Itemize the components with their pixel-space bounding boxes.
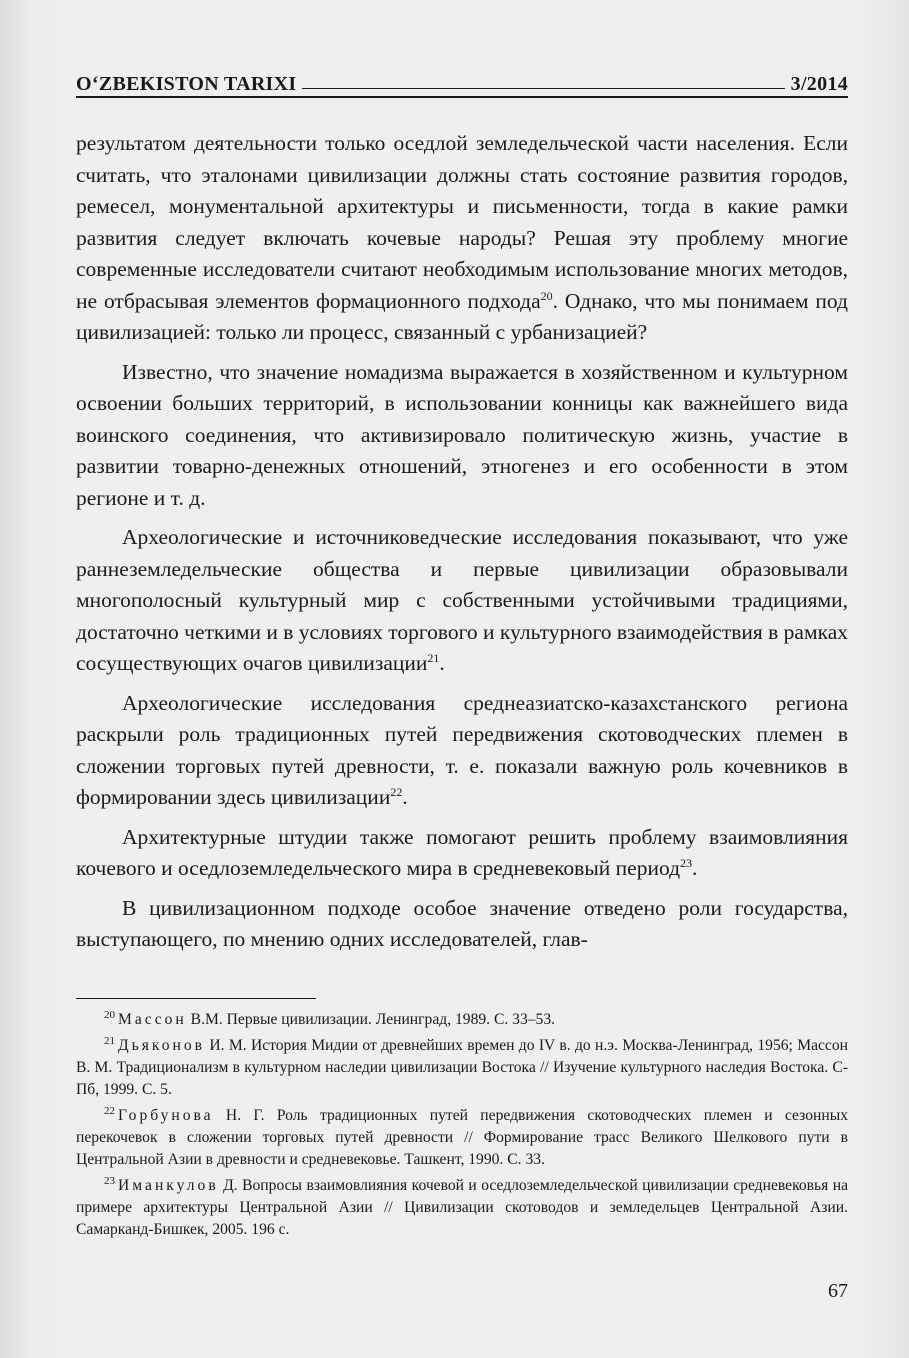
footnotes xyxy=(76,1009,848,1245)
paragraph: Археологические исследования среднеазиатско-казахстанского региона раскрыли роль традиционных путей передвижения скотоводческих племен в сложении торговых путей древности, т. е. показали важную роль кочевников в формировании здесь цивилизации$^{22}$. xyxy=(76,690,848,809)
footnote: $^{21}$ Дьяконов И. М. История Мидии от древнейших времен до IV в. до н.э. Москва-Ленинград, 1956; Массон В. М. Традиционализм в культурном наследии цивилизации Востока // Изучение культурного наследия Востока. С-Пб, 1999. С. 5. xyxy=(76,1034,848,1098)
footnote-author: Массон xyxy=(118,1011,187,1028)
footnote: $^{20}$ Массон В.М. Первые цивилизации. Ленинград, 1989. С. 33–53. xyxy=(104,1008,556,1028)
running-header xyxy=(76,62,848,98)
footnote: $^{23}$ Иманкулов Д. Вопросы взаимовлияния кочевой и оседлоземледельческой цивилизации средневековья на примере архитектуры Центральной Азии // Цивилизации скотоводов и земледельцев Центральной Азии. Самарканд-Бишкек, 2005. 196 с. xyxy=(76,1174,848,1238)
page-number: 67 xyxy=(828,1280,848,1302)
paragraph: Археологические и источниковедческие исследования показывают, что уже раннеземледельческие общества и первые цивилизации образовывали многополосный культурный мир с собственными устойчивыми традициями, достаточно четкими и в условиях торгового и культурного взаимодействия в рамках сосуществующих очагов цивилизации$^{21}$. xyxy=(76,525,848,675)
journal-title: O‘ZBEKISTON TARIXI xyxy=(76,73,297,95)
footnote: $^{22}$ Горбунова Н. Г. Роль традиционных путей передвижения скотоводческих племен и сезонных перекочевок в сложении торговых путей древности // Формирование трасс Великого Шелкового пути в Центральной Азии в древности и средневековье. Ташкент, 1990. С. 33. xyxy=(76,1104,848,1168)
issue-number: 3/2014 xyxy=(790,73,848,95)
footnote-author: Дьяконов xyxy=(118,1037,206,1054)
body-text xyxy=(76,128,848,956)
header-rule xyxy=(302,88,784,89)
footnote-ref[interactable]: 22 xyxy=(390,784,403,799)
footnote-ref[interactable]: 21 xyxy=(427,650,440,665)
footnote-author: Горбунова xyxy=(118,1107,214,1124)
footnote-author: Иманкулов xyxy=(118,1177,219,1194)
paragraph: Архитектурные штудии также помогают решить проблему взаимовлияния кочевого и оседлоземледельческого мира в средневековый период$^{23}$. xyxy=(76,824,848,880)
footnote-ref[interactable]: 20 xyxy=(540,288,553,303)
paragraph: В цивилизационном подходе особое значение отведено роли государства, выступающего, по мнению одних исследователей, глав- xyxy=(76,895,848,951)
paragraph: результатом деятельности только оседлой земледельческой части населения. Если считать, что эталонами цивилизации должны стать состояние развития городов, ремесел, монументальной архитектуры и письменности, тогда в какие рамки развития следует включать кочевые народы? Решая эту проблему многие современные исследователи считают необходимым использование многих методов, не отбрасывая элементов формационного подхода$^{20}$. Однако, что мы понимаем под цивилизацией: только ли процесс, связанный с урбанизацией? xyxy=(76,131,848,344)
footnote-divider xyxy=(76,998,316,999)
paragraph: Известно, что значение номадизма выражается в хозяйственном и культурном освоении больших территорий, в использовании конницы как важнейшего вида воинского соединения, что активизировало политическую жизнь, участие в развитии товарно-денежных отношений, этногенез и его особенности в этом регионе и т. д. xyxy=(76,359,848,510)
footnote-ref[interactable]: 23 xyxy=(680,855,693,870)
